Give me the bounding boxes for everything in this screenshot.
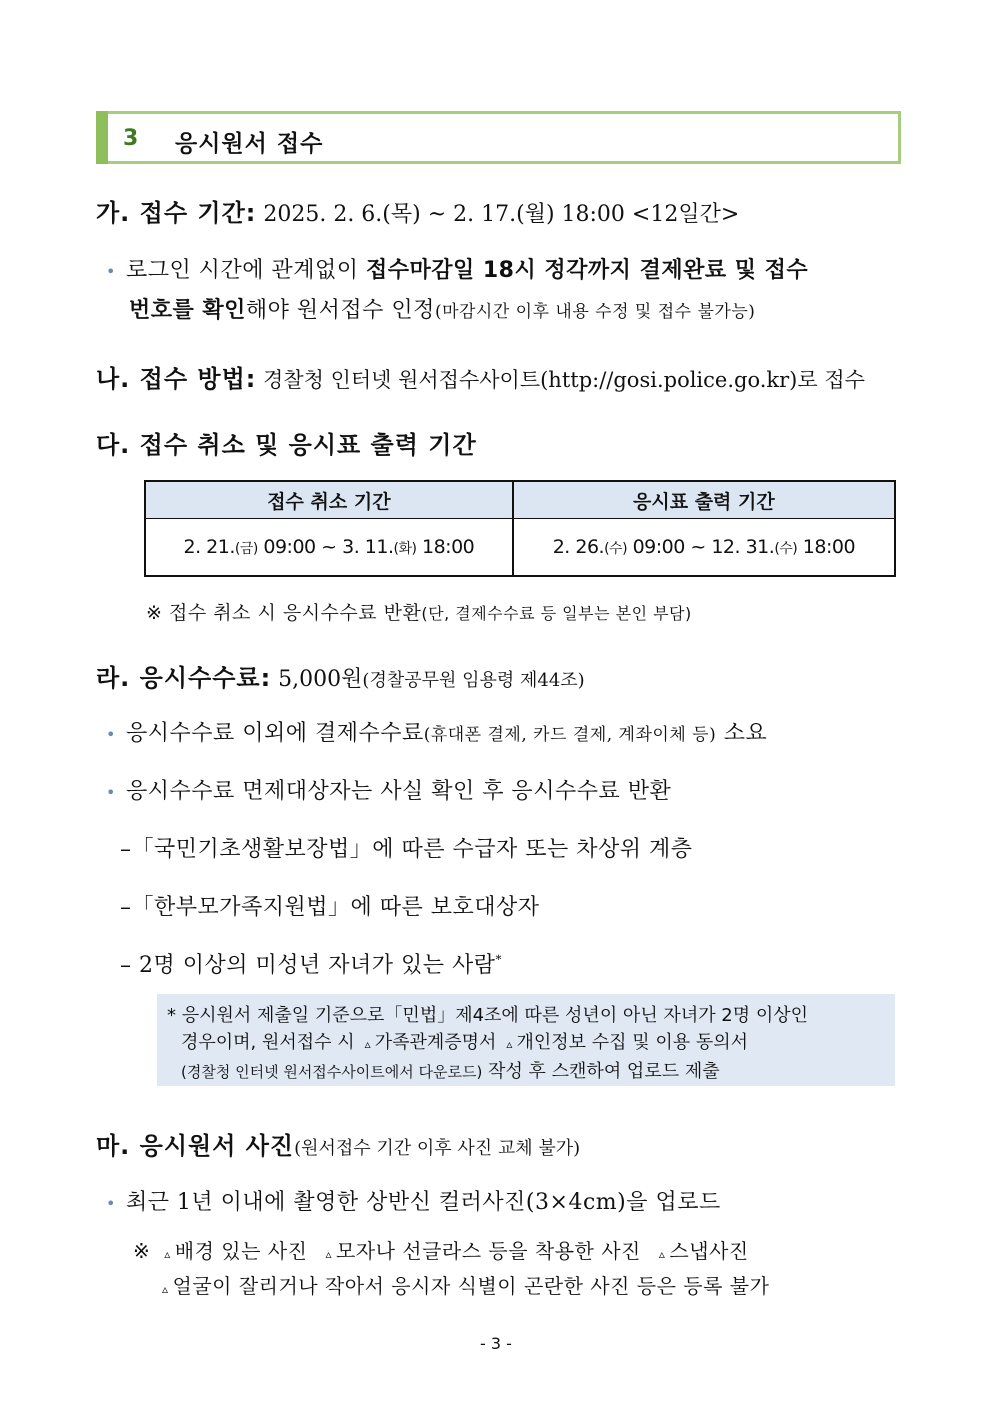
- ref-mark: ※: [133, 1239, 151, 1263]
- triangle-icon: ▵: [164, 1247, 171, 1261]
- heading-ra: [96, 658, 585, 693]
- ga-emphasis: 접수마감일 18시 정각까지 결제완료 및 접수: [365, 258, 809, 283]
- ga-bullet-1: • 로그인 시간에 관계없이 접수마감일 18시 정각까지 결제완료 및 접수: [106, 258, 809, 283]
- note-box-line-1: * 응시원서 제출일 기준으로「민법」제4조에 따른 성년이 아닌 자녀가 2명 이상인: [167, 1005, 809, 1026]
- heading-ga: [96, 193, 739, 228]
- triangle-icon: ▵: [325, 1247, 332, 1261]
- table-cell-print: 2. 26.(수) 09:00 ~ 12. 31.(수) 18:00: [513, 519, 895, 577]
- ma-warn-1: ※ ▵ 배경 있는 사진 ▵ 모자나 선글라스 등을 착용한 사진 ▵ 스냅사진: [133, 1239, 749, 1263]
- ma-bullet-1: • 최근 1년 이내에 촬영한 상반신 컬러사진(3×4cm)을 업로드: [106, 1190, 721, 1215]
- bullet-icon: •: [106, 783, 116, 802]
- table-header-cancel: 접수 취소 기간: [145, 481, 513, 519]
- bullet-icon: •: [106, 725, 116, 744]
- heading-ga-value: 2025. 2. 6.(목) ~ 2. 17.(월) 18:00 <12일간>: [256, 202, 740, 227]
- ma-warn-2: ▵ 얼굴이 잘리거나 작아서 응시자 식별이 곤란한 사진 등은 등록 불가: [162, 1274, 770, 1298]
- period-table: [144, 480, 896, 577]
- triangle-icon: ▵: [162, 1282, 169, 1296]
- heading-na-label: 나. 접수 방법:: [96, 365, 257, 393]
- page-number: - 3 -: [480, 1334, 512, 1353]
- bullet-icon: •: [106, 1194, 116, 1213]
- table-header-print: 응시표 출력 기간: [513, 481, 895, 519]
- section-number: 3: [123, 126, 139, 151]
- triangle-icon: ▵: [506, 1037, 513, 1051]
- heading-ga-label: 가. 접수 기간:: [96, 199, 257, 227]
- heading-ma: [96, 1126, 580, 1161]
- note-box: [157, 994, 895, 1086]
- ra-bullet-1: • 응시수수료 이외에 결제수수료(휴대폰 결제, 카드 결제, 계좌이체 등) 소요: [106, 721, 768, 746]
- note-box-line-3: (경찰청 인터넷 원서접수사이트에서 다운로드) 작성 후 스캔하여 업로드 제출: [181, 1061, 720, 1082]
- da-note: ※ 접수 취소 시 응시수수료 반환(단, 결제수수료 등 일부는 본인 부담): [146, 602, 692, 624]
- heading-na: [96, 359, 865, 394]
- heading-ra-note: (경찰공무원 임용령 제44조): [362, 670, 585, 691]
- ra-dash-1: –「국민기초생활보장법」에 따른 수급자 또는 차상위 계층: [120, 837, 693, 862]
- section-header: [96, 111, 901, 164]
- ra-bullet-2: • 응시수수료 면제대상자는 사실 확인 후 응시수수료 반환: [106, 779, 672, 804]
- heading-da: 다. 접수 취소 및 응시표 출력 기간: [96, 431, 477, 459]
- heading-ra-value: 5,000원: [271, 667, 363, 692]
- triangle-icon: ▵: [364, 1037, 371, 1051]
- ra-dash-2: –「한부모가족지원법」에 따른 보호대상자: [120, 895, 540, 920]
- heading-ma-note: (원서접수 기간 이후 사진 교체 불가): [294, 1138, 581, 1159]
- triangle-icon: ▵: [658, 1247, 666, 1261]
- heading-na-value: 경찰청 인터넷 원서접수사이트(http://gosi.police.go.kr)로 접수: [256, 368, 865, 392]
- heading-ma-label: 마. 응시원서 사진: [96, 1132, 295, 1160]
- section-title: 응시원서 접수: [175, 131, 324, 157]
- section-accent-bar: [96, 111, 108, 164]
- note-box-line-2: 경우이며, 원서접수 시 ▵ 가족관계증명서 ▵ 개인정보 수집 및 이용 동의서: [181, 1032, 748, 1053]
- table-cell-cancel: 2. 21.(금) 09:00 ~ 3. 11.(화) 18:00: [145, 519, 513, 577]
- heading-ra-label: 라. 응시수수료:: [96, 664, 272, 692]
- ra-dash-3: – 2명 이상의 미성년 자녀가 있는 사람*: [120, 952, 502, 978]
- bullet-icon: •: [106, 262, 116, 281]
- ga-bullet-1-cont: 번호를 확인해야 원서접수 인정(마감시간 이후 내용 수정 및 접수 불가능): [129, 298, 756, 323]
